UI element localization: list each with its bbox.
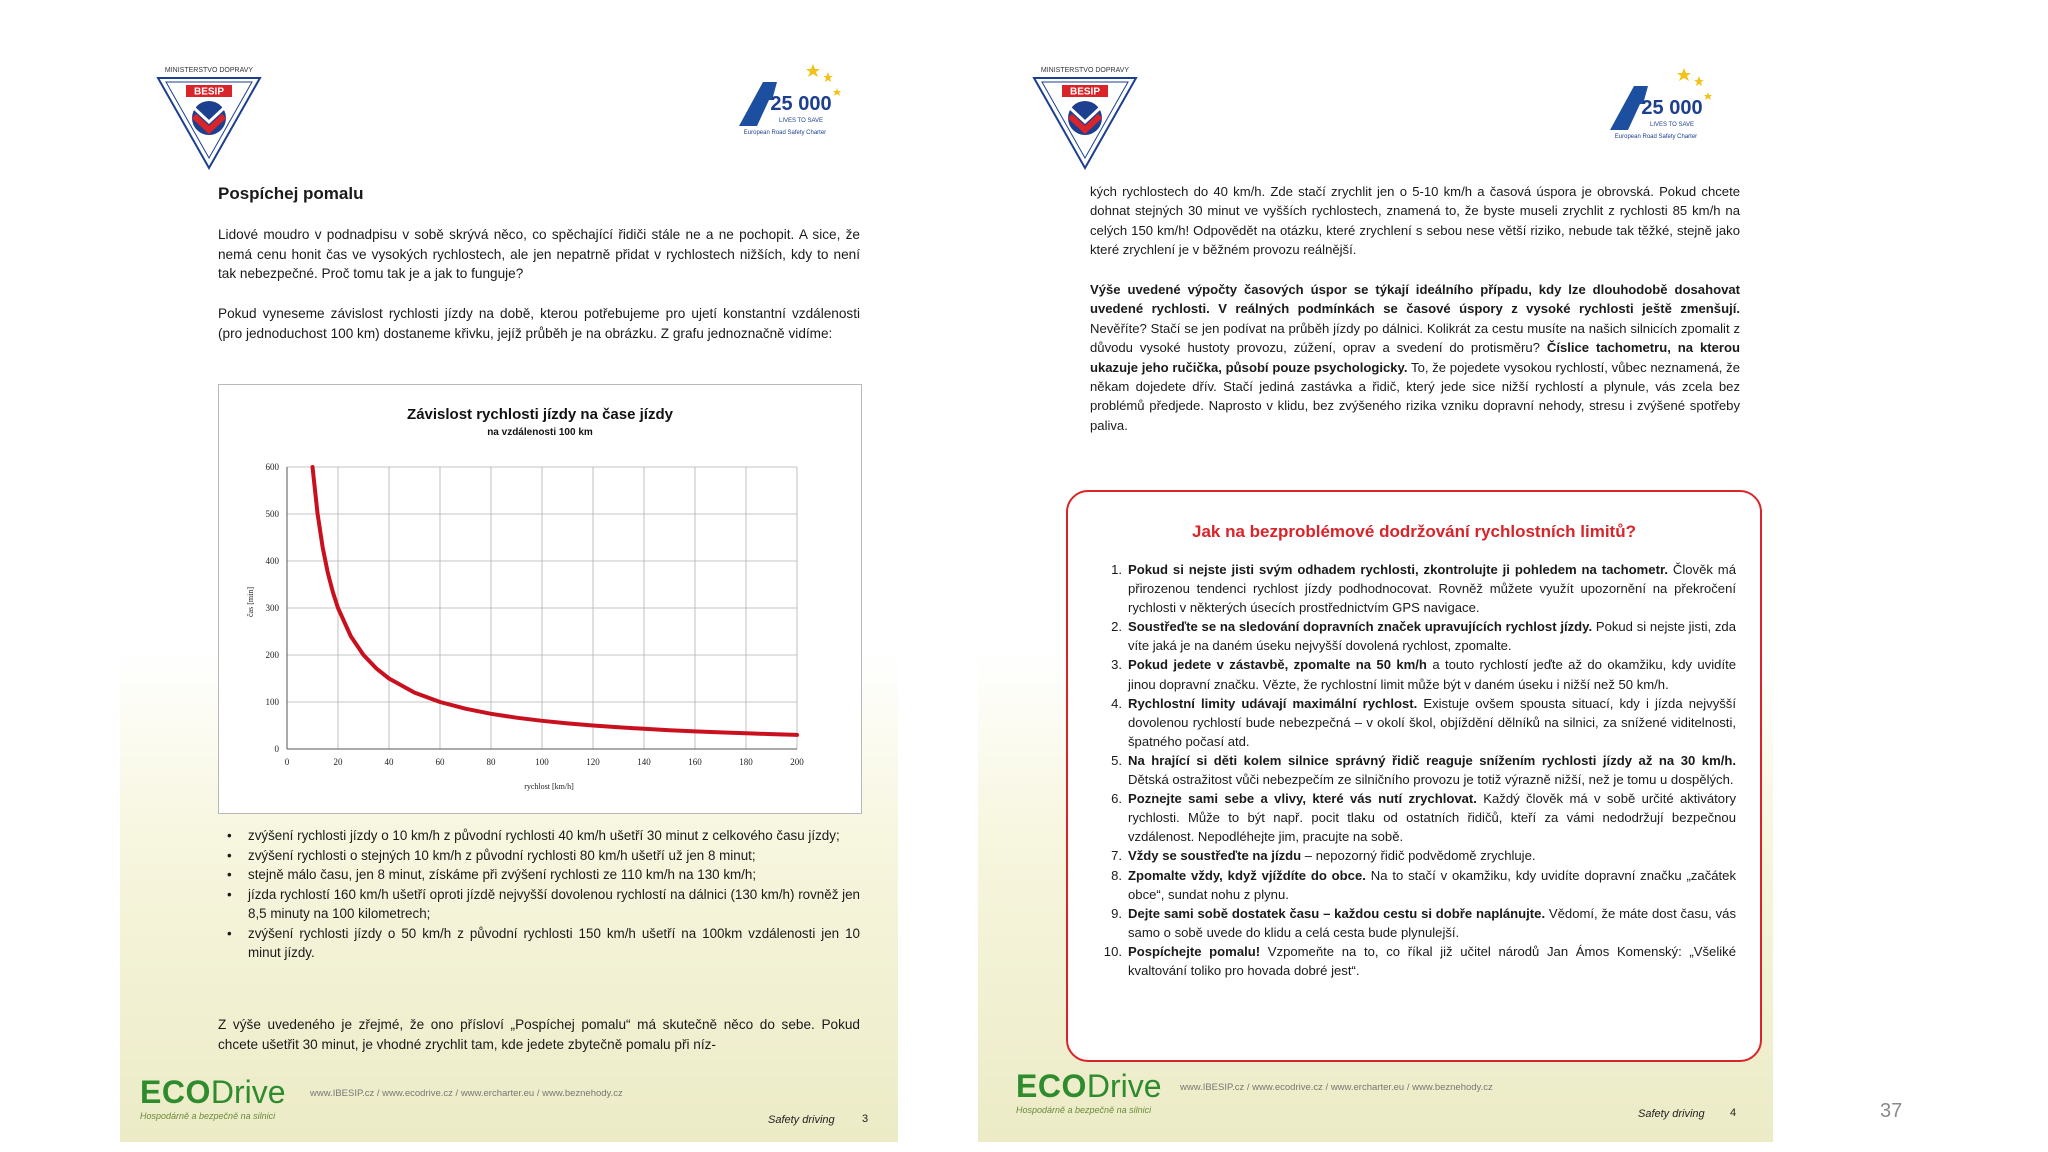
tip-text: Každý člověk má v sobě určité aktivátory rychlosti. Může to být např. pocit tlaku od ostatních řidičů, kteří za vámi nedodržují bezpečnou vzdálenost. Nepodléhejte jim, pracujte na sobě.	[1128, 791, 1737, 845]
y-tick-label: 400	[265, 556, 279, 566]
tip-text: a touto rychlostí jeďte až do okamžiku, kdy uvidíte jinou dopravní značku. Vězte, že rychlostní limit může být v daném úseku i nižší než 50 km/h.	[1128, 657, 1736, 692]
speed-time-chart	[219, 385, 861, 813]
tip-bold: Rychlostní limity udávají maximální rychlost.	[1128, 695, 1418, 711]
charter-tagline: LIVES TO SAVE	[778, 118, 824, 124]
tip-text: Dětská ostražitost vůči nebezpečím ze silničního provozu je totiž výrazně nižší, než je tomu u dospělých.	[1128, 772, 1734, 788]
footer-label: Safety driving	[768, 1114, 835, 1126]
bullet-list	[218, 826, 860, 963]
star-icon	[1704, 92, 1712, 100]
footer-links: www.IBESIP.cz / www.ecodrive.cz / www.ercharter.eu / www.beznehody.cz	[1180, 1082, 1493, 1093]
tip-text: Vzpomeňte na to, co říkal již učitel národů Jan Ámos Komenský: „Všeliké kvaltování toliko pro hovada dobré jest“.	[1128, 943, 1736, 978]
slide-number: 37	[1880, 1100, 1903, 1122]
intro-paragraph: Lidové moudro v podnadpisu v sobě skrývá něco, co spěchající řidiči stále ne a ne pochopit. A sice, že nemá cenu honit čas ve vysokých rychlostech, ale jen nepatrně přidat v rychlostech nižších, kdy to není tak nebezpečné. Proč tomu tak je a jak to funguje?	[218, 227, 860, 281]
page-title: Pospíchej pomalu	[218, 184, 364, 203]
star-icon	[1677, 68, 1691, 81]
charter-tagline: LIVES TO SAVE	[1649, 122, 1695, 128]
x-tick-label: 180	[739, 757, 753, 767]
tip-bold: Pokud si nejste jisti svým odhadem rychlosti, zkontrolujte ji pohledem na tachometr.	[1128, 562, 1668, 577]
list-item	[1098, 617, 1736, 655]
savings-paragraph	[1090, 280, 1740, 435]
chart-intro-paragraph: Pokud vyneseme závislost rychlosti jízdy na době, kterou potřebujeme pro ujetí konstantní vzdálenosti (pro jednoduchost 100 km) dostaneme křivku, jejíž průběh je na obrázku. Z grafu jednoznačně vidíme:	[218, 306, 860, 341]
road-safety-charter-logo	[1596, 64, 1736, 154]
chart-title: Závislost rychlosti jízdy na čase jízdy	[407, 406, 673, 423]
page-number: 3	[862, 1113, 869, 1125]
chart-x-axis-label: rychlost [km/h]	[524, 782, 574, 791]
ecodrive-drive: Drive	[1086, 1068, 1162, 1104]
tip-text: Existuje ovšem spousta situací, kdy i jízda nejvyšší dovolenou rychlostí bude nebezpečná – v okolí škol, objíždění dělníků na silnici, za snížené viditelnosti, špatného počasí atd.	[1128, 695, 1736, 749]
tips-box	[1066, 490, 1762, 1062]
ecodrive-drive: Drive	[210, 1074, 286, 1110]
tip-text: – nepozorný řidič podvědomě zrychluje.	[1301, 848, 1536, 864]
tip-bold: Pospíchejte pomalu!	[1128, 943, 1261, 959]
besip-logo	[1026, 60, 1144, 178]
charter-name: European Road Safety Charter	[743, 130, 827, 136]
document-page-4	[978, 52, 1773, 1142]
chart-y-axis-label: čas [min]	[246, 587, 255, 617]
tip-text: Na to stačí v okamžiku, kdy uvidíte dopravní značku „začátek obce“, sundat nohu z plynu.	[1128, 867, 1737, 902]
series-line	[313, 467, 798, 735]
tip-bold: Poznejte sami sebe a vlivy, které vás nutí zrychlovat.	[1128, 791, 1477, 807]
list-item: • zvýšení rychlosti o stejných 10 km/h z původní rychlosti 80 km/h ušetří už jen 8 minut;	[218, 846, 860, 866]
x-tick-label: 0	[284, 757, 290, 767]
tip-number: 1.	[1111, 562, 1122, 577]
x-tick-label: 100	[535, 757, 549, 767]
conclusion-paragraph: Z výše uvedeného je zřejmé, že ono přísloví „Pospíchej pomalu“ má skutečně něco do sebe. Pokud chcete ušetřit 30 minut, je vhodné zrychlit tam, kde jedete zbytečně pomalu při níz-	[218, 1017, 860, 1052]
x-tick-label: 20	[333, 757, 343, 767]
besip-name: BESIP	[1069, 86, 1101, 98]
road-safety-charter-logo	[725, 60, 865, 150]
y-tick-label: 100	[265, 697, 279, 707]
list-item	[1098, 904, 1736, 942]
chart-grid	[287, 467, 797, 749]
x-tick-label: 80	[486, 757, 496, 767]
savings-text-1: Nevěříte? Stačí se jen podívat na průběh jízdy po dálnici. Kolikrát za cestu musíte na našich silnicích zpomalit z důvodu vysoké hustoty provozu, zúžení, oprav a svedení do protisměru?	[1090, 320, 1740, 356]
list-item: • zvýšení rychlosti jízdy o 50 km/h z původní rychlosti 150 km/h ušetří na 100km vzdálenosti jen 10 minut jízdy.	[218, 924, 860, 963]
tip-bold: Vždy se soustřeďte na jízdu	[1128, 848, 1302, 864]
tip-number: 10.	[1103, 943, 1122, 959]
ecodrive-logo	[1016, 1068, 1162, 1115]
star-icon	[823, 72, 833, 82]
tip-number: 6.	[1111, 791, 1122, 807]
ecodrive-tagline: Hospodárně a bezpečně na silnici	[140, 1111, 276, 1121]
list-item	[1098, 866, 1736, 904]
list-item	[1098, 694, 1736, 751]
list-item: • jízda rychlostí 160 km/h ušetří oproti jízdě nejvyšší dovolenou rychlostí na dálnici (130 km/h) rovněž jen 8,5 minuty na 100 kilometrech;	[218, 885, 860, 924]
savings-bold-1: Výše uvedené výpočty časových úspor se týkají ideálního případu, kdy lze dlouhodobě dosahovat uvedené rychlosti. V reálných podmínkách se časové úspory z vysoké rychlosti ještě zmenšují.	[1090, 282, 1740, 317]
y-tick-label: 0	[274, 744, 279, 754]
x-tick-label: 140	[637, 757, 651, 767]
list-item	[1098, 655, 1736, 693]
x-tick-label: 160	[688, 757, 702, 767]
document-page-3	[120, 52, 898, 1142]
charter-number: 25 000	[1641, 97, 1703, 119]
tip-bold: Dejte sami sobě dostatek času – každou cestu si dobře naplánujte.	[1128, 905, 1546, 921]
tip-bold: Pokud jedete v zástavbě, zpomalte na 50 km/h	[1128, 657, 1427, 673]
footer-links: www.IBESIP.cz / www.ecodrive.cz / www.ercharter.eu / www.beznehody.cz	[310, 1088, 623, 1099]
star-icon	[806, 64, 820, 77]
besip-ministry: MINISTERSTVO DOPRAVY	[164, 67, 254, 74]
list-item: • zvýšení rychlosti jízdy o 10 km/h z původní rychlosti 40 km/h ušetří 30 minut z celkového času jízdy;	[218, 826, 860, 846]
tips-box-title: Jak na bezproblémové dodržování rychlostních limitů?	[1192, 522, 1636, 541]
ecodrive-logo	[140, 1074, 286, 1121]
tip-number: 3.	[1111, 657, 1122, 673]
tip-bold: Zpomalte vždy, když vjíždíte do obce.	[1128, 867, 1366, 883]
x-tick-label: 120	[586, 757, 600, 767]
tip-text: Vědomí, že máte dost času, vás samo o sobě uvede do klidu a celá cesta bude plynulejší.	[1128, 905, 1736, 940]
charter-name: European Road Safety Charter	[1614, 134, 1698, 140]
tip-text: Pokud si nejste jisti, zda víte jaká je na daném úseku nejvyšší dovolená rychlost, zpomalte.	[1128, 619, 1737, 654]
x-tick-label: 200	[790, 757, 804, 767]
chart-series	[313, 467, 798, 735]
besip-logo	[150, 60, 268, 178]
tips-list	[1098, 560, 1736, 980]
x-tick-label: 60	[435, 757, 445, 767]
chart-subtitle: na vzdálenosti 100 km	[487, 427, 593, 438]
tip-number: 7.	[1111, 848, 1122, 864]
y-tick-label: 200	[265, 650, 279, 660]
list-item	[1098, 789, 1736, 846]
besip-ministry: MINISTERSTVO DOPRAVY	[1040, 67, 1130, 74]
chart-frame	[218, 384, 862, 814]
charter-number: 25 000	[770, 93, 832, 115]
tip-bold: Na hrající si děti kolem silnice správný řidič reaguje snížením rychlosti jízdy až na 30 km/h.	[1128, 752, 1736, 768]
tip-number: 2.	[1111, 619, 1122, 635]
tip-number: 4.	[1111, 695, 1122, 711]
x-tick-label: 40	[384, 757, 394, 767]
y-tick-label: 600	[265, 462, 279, 472]
star-icon	[1694, 76, 1704, 86]
savings-text-2: To, že pojedete vysokou rychlostí, vůbec neznamená, že někam dojedete dřív. Stačí jediná zastávka a řidič, který jede sice nižší rychlostí a plynule, vás zcela bez problémů předjede. Naprosto v klidu, bez zvýšeného rizika vzniku dopravní nehody, stresu i zvýšené spotřeby paliva.	[1090, 359, 1740, 433]
besip-name: BESIP	[193, 86, 225, 98]
tip-number: 8.	[1111, 867, 1122, 883]
tip-number: 5.	[1111, 752, 1122, 768]
list-item: • stejně málo času, jen 8 minut, získáme při zvýšení rychlosti ze 110 km/h na 130 km/h;	[218, 865, 860, 885]
star-icon	[833, 88, 841, 96]
footer-label: Safety driving	[1638, 1108, 1705, 1120]
y-tick-label: 300	[265, 603, 279, 613]
y-tick-label: 500	[265, 509, 279, 519]
ecodrive-tagline: Hospodárně a bezpečně na silnici	[1016, 1105, 1152, 1115]
ecodrive-eco: ECO	[1016, 1068, 1087, 1104]
ecodrive-eco: ECO	[140, 1074, 211, 1110]
list-item	[1098, 560, 1736, 617]
list-item	[1098, 751, 1736, 789]
tip-bold: Soustřeďte se na sledování dopravních značek upravujících rychlost jízdy.	[1128, 619, 1593, 635]
savings-bold-2: Číslice tachometru, na kterou ukazuje jeho ručička, působí pouze psychologicky.	[1090, 340, 1740, 375]
tip-text: Člověk má přirozenou tendenci rychlost jízdy podhodnocovat. Rovněž můžete využít upozornění na překročení rychlosti v některých úsecích prostřednictvím GPS navigace.	[1128, 562, 1736, 616]
page-number: 4	[1730, 1107, 1737, 1119]
list-item	[1098, 846, 1736, 865]
tip-number: 9.	[1111, 905, 1122, 921]
continuation-paragraph: kých rychlostech do 40 km/h. Zde stačí zrychlit jen o 5-10 km/h a časová úspora je obrovská. Pokud chcete dohnat stejných 30 minut ve vyšších rychlostech, znamená to, že byste museli zrychlit z rychlosti 85 km/h na celých 150 km/h! Odpovědět na otázku, které zrychlení s sebou nese větší riziko, nebude tak těžké, stejně jako které zrychlení je v běžném provozu reálnější.	[1090, 184, 1740, 258]
list-item	[1098, 942, 1736, 980]
